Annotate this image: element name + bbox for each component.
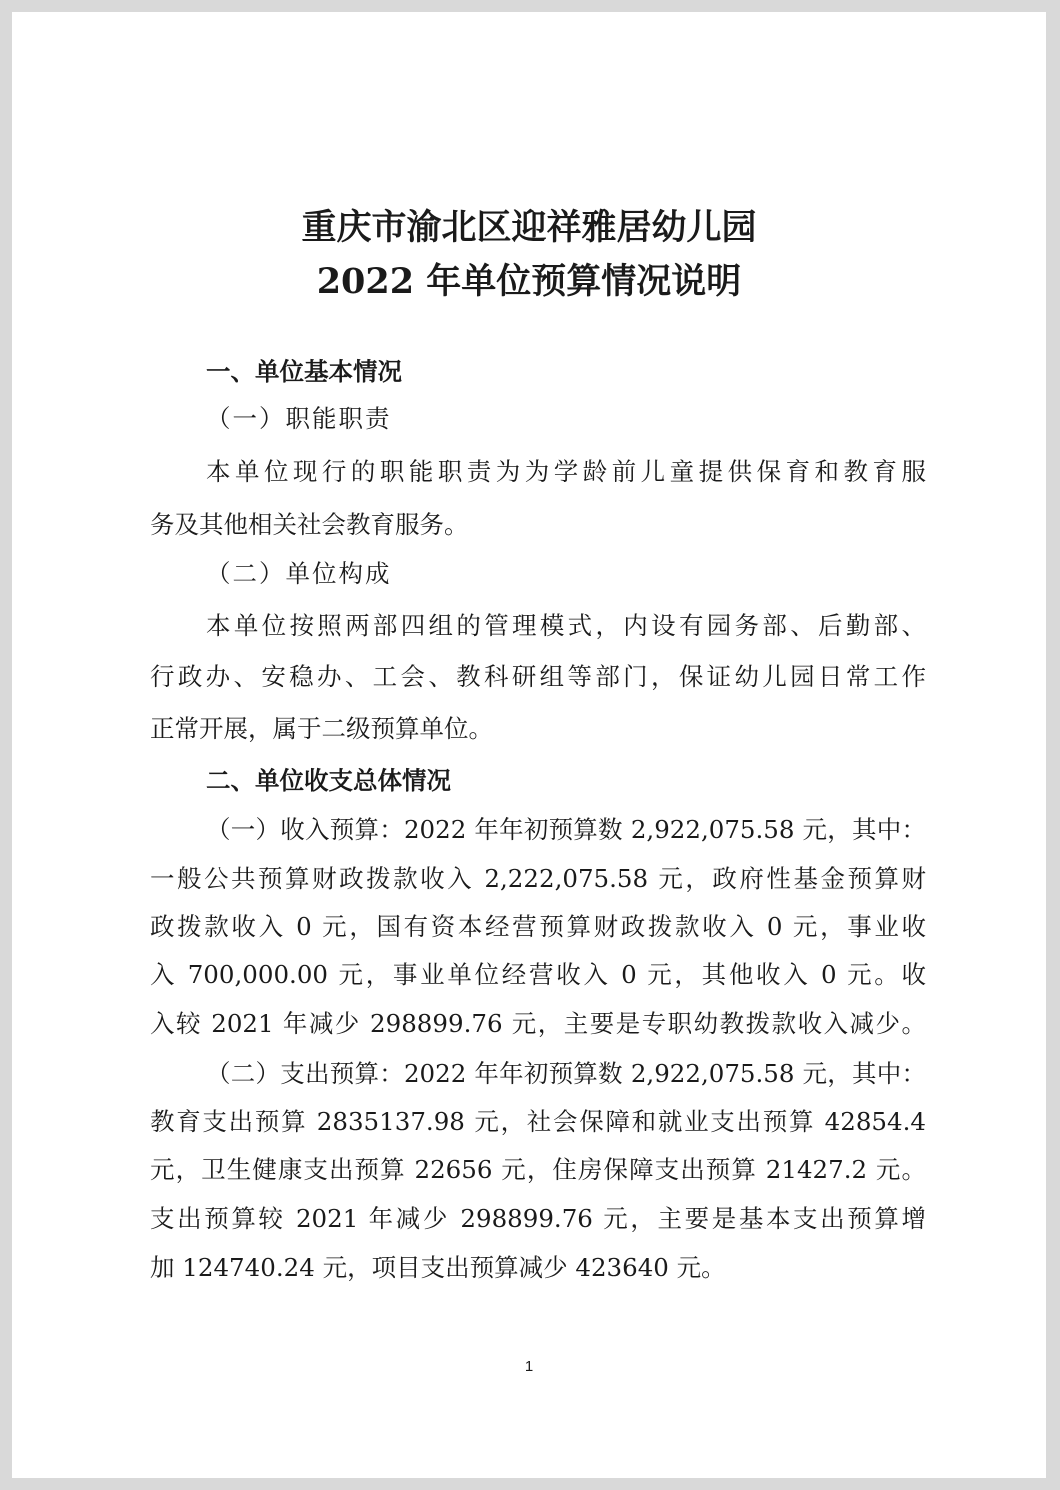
expense-line1: （二）支出预算：2022 年年初预算数 2,922,075.58 元，其中： bbox=[206, 1059, 926, 1088]
expense-line3: 元，卫生健康支出预算 22656 元，住房保障支出预算 21427.2 元。 bbox=[150, 1155, 926, 1184]
sub1-heading: （一）职能职责 bbox=[206, 404, 392, 433]
sub2-heading: （二）单位构成 bbox=[206, 559, 392, 588]
para2-line3: 正常开展，属于二级预算单位。 bbox=[150, 714, 493, 743]
para2-line2: 行政办、安稳办、工会、教科研组等部门，保证幼儿园日常工作 bbox=[150, 662, 926, 691]
para1-line2: 务及其他相关社会教育服务。 bbox=[150, 510, 469, 539]
expense-line5: 加 124740.24 元，项目支出预算减少 423640 元。 bbox=[150, 1253, 726, 1282]
income-line5: 入较 2021 年减少 298899.76 元，主要是专职幼教拨款收入减少。 bbox=[150, 1009, 926, 1038]
income-line2: 一般公共预算财政拨款收入 2,222,075.58 元，政府性基金预算财 bbox=[150, 864, 926, 893]
income-line1: （一）收入预算：2022 年年初预算数 2,922,075.58 元，其中： bbox=[206, 815, 926, 844]
section2-heading: 二、单位收支总体情况 bbox=[206, 766, 451, 795]
para2-line1: 本单位按照两部四组的管理模式，内设有园务部、后勤部、 bbox=[206, 611, 926, 640]
document-page bbox=[12, 12, 1046, 1478]
expense-line4: 支出预算较 2021 年减少 298899.76 元，主要是基本支出预算增 bbox=[150, 1204, 926, 1233]
expense-line2: 教育支出预算 2835137.98 元，社会保障和就业支出预算 42854.4 bbox=[150, 1107, 926, 1136]
document-title-line1: 重庆市渝北区迎祥雅居幼儿园 bbox=[301, 207, 757, 248]
document-title-line2: 2022 年单位预算情况说明 bbox=[316, 261, 742, 302]
para1-line1: 本单位现行的职能职责为为学龄前儿童提供保育和教育服 bbox=[206, 457, 926, 486]
income-line4: 入 700,000.00 元，事业单位经营收入 0 元，其他收入 0 元。收 bbox=[150, 960, 926, 989]
page-number: 1 bbox=[524, 1358, 534, 1375]
income-line3: 政拨款收入 0 元，国有资本经营预算财政拨款收入 0 元，事业收 bbox=[150, 912, 926, 941]
section1-heading: 一、单位基本情况 bbox=[206, 357, 402, 386]
